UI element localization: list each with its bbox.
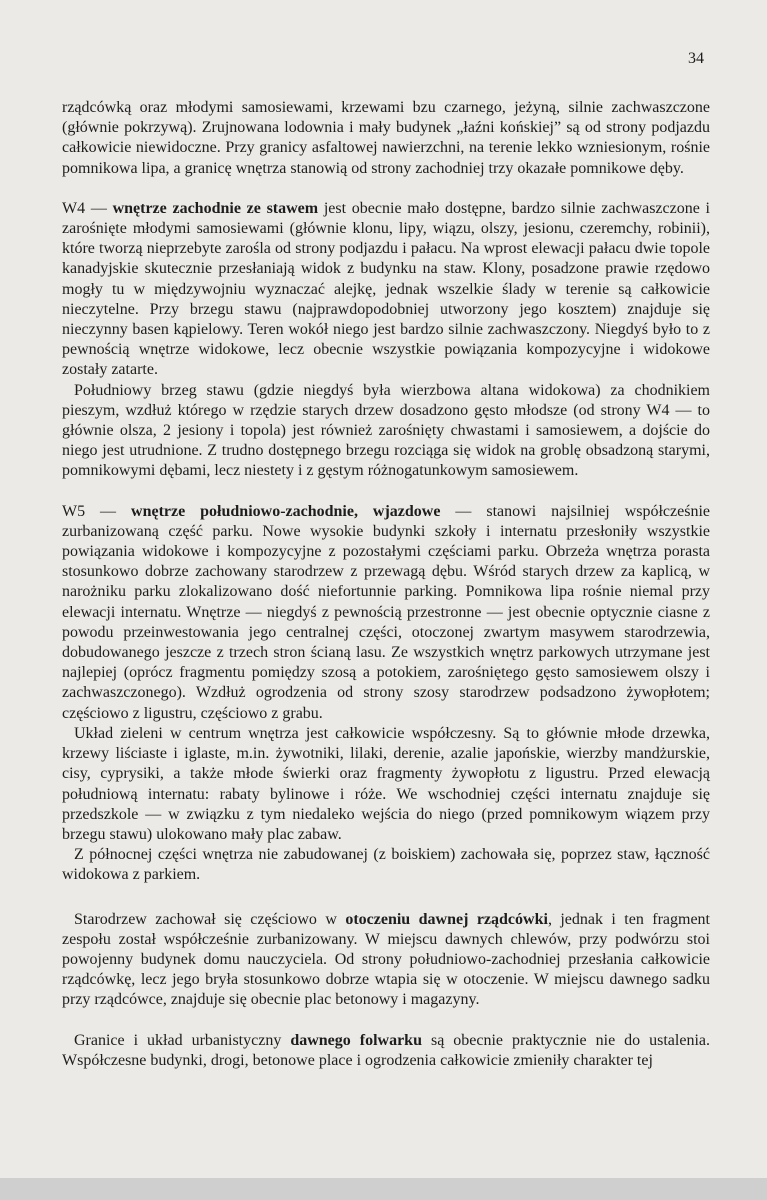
paragraph-8: Granice i układ urbanistyczny dawnego folwarku są obecnie praktycznie nie do ustalenia. Współczesne budynki, drogi, betonowe place i ogrodzenia całkowicie zmieniły charakter tej xyxy=(62,1031,710,1069)
paragraph-w5: W5 — wnętrze południowo-zachodnie, wjazdowe — stanowi najsilniej współcześnie zurbanizowaną część parku. Nowe wysokie budynki szkoły i internatu przesłoniły wszystkie powiązania widokowe i kompozycyjne z pozostałymi częściami parku. Obrzeża wnętrza porasta stosunkowo dobrze zachowany starodrzew z przewagą dębu. Wśród starych drzew za kaplicą, w narożniku parku zlokalizowano dość niefortunnie parking. Pomnikowa lipa rośnie niemal przy elewacji internatu. Wnętrze — niegdyś z pewnością przestronne — jest obecnie optycznie ciasne z powodu przeinwestowania jego centralnej części, otoczonej zwartym masywem starodrzewia, dobudowanego jeszcze z trzech stron ścianą lasu. Ze wszystkich wnętrz parkowych utrzymane jest najlepiej (oprócz fragmentu pomiędzy szosą a potokiem, zarośniętego gęsto samosiewem olszy i zachwaszczonego). Wzdłuż ogrodzenia od strony szosy starodrzew podsadzono żywopłotem; częściowo z ligustru, częściowo z grabu. xyxy=(62,502,711,722)
paragraph-3: Południowy brzeg stawu (gdzie niegdyś była wierzbowa altana widokowa) za chodnikiem pieszym, wzdłuż którego w rzędzie starych drzew dosadzono gęsto młodsze (od strony W4 — to głównie olsza, 2 jesiony i topola) jest również zarośnięty chwastami i samosiewem, a dojście do niego jest utrudnione. Z trudno dostępnego brzegu rozciąga się widok na groblę obsadzoną starymi, pomnikowymi dębami, lecz niestety i z gęstym różnogatunkowym samosiewem. xyxy=(62,381,710,480)
section-title-w5: wnętrze południowo-zachodnie, wjazdowe xyxy=(131,502,441,520)
bold-phrase-folwark: dawnego folwarku xyxy=(290,1031,422,1049)
body-text xyxy=(62,98,710,1071)
paragraph-w4: W4 — wnętrze zachodnie ze stawem jest obecnie mało dostępne, bardzo silnie zachwaszczone i zarośnięte młodymi samosiewami (głównie klonu, lipy, wiązu, olszy, jesionu, czeremchy, robinii), które tworzą nieprzebyte zarośla od strony podjazdu i pałacu. Na wprost elewacji pałacu dwie topole kanadyjskie skutecznie przesłaniają widok z budynku na staw. Klony, posadzone prawie rzędowo mogły tu w międzywojniu wyznaczać alejkę, jednak wszelkie ślady w terenie są całkowicie nieczytelne. Przy brzegu stawu (najprawdopodobniej utworzony jego kosztem) znajduje się nieczynny basen kąpielowy. Teren wokół niego jest bardzo silnie zachwaszczony. Niegdyś było to z pewnością wnętrze widokowe, lecz obecnie wszystkie powiązania kompozycyjne i widokowe zostały zatarte. xyxy=(62,199,711,379)
page-number: 34 xyxy=(688,50,704,67)
paragraph-1: rządcówką oraz młodymi samosiewami, krzewami bzu czarnego, jeżyną, silnie zachwaszczone (głównie pokrzywą). Zrujnowana lodownia i mały budynek „łaźni końskiej” są od strony podjazdu całkowicie niewidoczne. Przy granicy asfaltowej nawierzchni, na terenie lekko wzniesionym, rośnie pomnikowa lipa, a granicę wnętrza stanowią od strony zachodniej trzy okazałe pomnikowe dęby. xyxy=(62,99,710,177)
paragraph-5: Układ zieleni w centrum wnętrza jest całkowicie współczesny. Są to głównie młode drzewka, krzewy liściaste i iglaste, m.in. żywotniki, lilaki, derenie, azalie japońskie, wierzby mandżurskie, cisy, cyprysiki, a także młode świerki oraz fragmenty żywopłotu z ligustru. Przed elewacją południową internatu: rabaty bylinowe i róże. We wschodniej części internatu znajduje się przedszkole — w związku z tym niedaleko wejścia do niego (przed pomnikowym wiązem przy brzegu stawu) ulokowano mały plac zabaw. xyxy=(62,724,710,843)
paragraph-6: Z północnej części wnętrza nie zabudowanej (z boiskiem) zachowała się, poprzez staw, łączność widokowa z parkiem. xyxy=(62,846,710,884)
section-label-w4: W4 xyxy=(62,199,86,217)
scan-edge xyxy=(0,1178,767,1200)
section-label-w5: W5 xyxy=(62,502,86,520)
bold-phrase-rzadcowka: otoczeniu dawnej rządcówki xyxy=(345,910,548,928)
section-title-w4: wnętrze zachodnie ze stawem xyxy=(112,199,319,217)
paragraph-7: Starodrzew zachował się częściowo w otoczeniu dawnej rządcówki, jednak i ten fragment zespołu został współcześnie zurbanizowany. W miejscu dawnych chlewów, przy podwórzu stoi powojenny budynek domu nauczyciela. Od strony południowo-zachodniej przesłania całkowicie rządcówkę, lecz jego bryła stosunkowo dobrze wtapia się w otoczenie. W miejscu dawnego sadku przy rządcówce, znajduje się obecnie plac betonowy i magazyny. xyxy=(62,910,711,1009)
